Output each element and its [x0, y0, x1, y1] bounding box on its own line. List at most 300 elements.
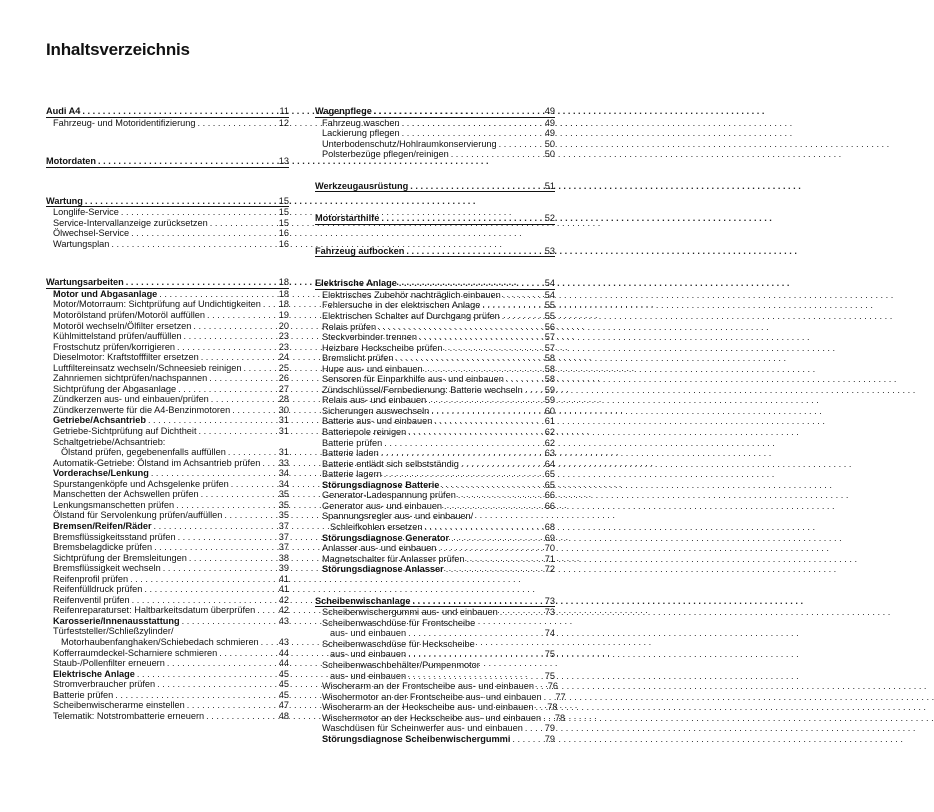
- dot-leader: [230, 405, 275, 416]
- toc-page-number: 30: [278, 404, 289, 415]
- toc-entry[interactable]: [315, 543, 555, 554]
- dot-leader: [500, 311, 541, 322]
- toc-entry[interactable]: [315, 406, 555, 417]
- toc-section: [315, 213, 555, 225]
- toc-page-number: 58: [544, 363, 555, 374]
- toc-entry[interactable]: [315, 469, 555, 480]
- toc-page-number: 72: [544, 564, 555, 575]
- toc-page-number: 64: [544, 458, 555, 469]
- toc-entry-title: Wartungsplan: [53, 238, 110, 249]
- toc-entry[interactable]: [315, 139, 555, 150]
- toc-page-number: 50: [544, 138, 555, 149]
- toc-page-number: 49: [544, 128, 555, 139]
- toc-entry-title: Scheibenwischerarme einstellen: [53, 700, 185, 711]
- toc-entry-title: Karosserie/Innenausstattung: [53, 615, 180, 626]
- toc-section: [46, 156, 289, 168]
- dot-leader: [417, 332, 541, 343]
- toc-page-number: 78: [547, 702, 558, 713]
- toc-entry-title: Zündkerzenwerte für die A4-Benzinmotoren: [53, 404, 231, 415]
- toc-entry-title: Batteriepole reinigen: [322, 427, 407, 438]
- toc-entry[interactable]: [315, 438, 555, 449]
- toc-entry[interactable]: [46, 637, 289, 648]
- dot-leader: [180, 616, 275, 627]
- toc-entry[interactable]: [315, 691, 566, 703]
- toc-entry[interactable]: [315, 712, 566, 724]
- dot-leader: [205, 310, 275, 321]
- dot-leader: [501, 290, 541, 301]
- toc-entry-title: Relais prüfen: [322, 321, 377, 332]
- toc-entry-title: Wischerarm an der Frontscheibe aus- und einbauen: [322, 681, 534, 692]
- dot-leader: [255, 605, 275, 616]
- toc-entry-title: Wagenpflege: [315, 106, 372, 116]
- toc-entry-title: Wischermotor an der Frontscheibe aus- und einbauen: [322, 691, 542, 702]
- dot-leader: [510, 734, 541, 745]
- toc-page-number: 69: [544, 532, 555, 543]
- toc-page-number: 74: [544, 628, 555, 639]
- toc-entry-title: Hupe aus- und einbauen: [322, 363, 423, 374]
- toc-entry[interactable]: [315, 395, 555, 406]
- toc-entry[interactable]: [315, 501, 555, 512]
- dot-leader: [149, 468, 275, 479]
- toc-entry[interactable]: [46, 363, 289, 374]
- toc-entry[interactable]: [46, 489, 289, 500]
- toc-entry-title: Bremsflüssigkeitsstand prüfen: [53, 531, 176, 542]
- toc-page-number: 37: [278, 531, 289, 542]
- toc-entry[interactable]: [315, 490, 555, 501]
- toc-page-number: 19: [278, 310, 289, 321]
- dot-leader: [260, 458, 275, 469]
- toc-page-number: 34: [278, 478, 289, 489]
- toc-entry-title: Bremsbelagdicke prüfen: [53, 542, 153, 553]
- toc-entry-title: Wischerarm an der Heckscheibe aus- und einbauen: [322, 702, 534, 713]
- dot-leader: [152, 542, 275, 553]
- toc-entry[interactable]: [46, 299, 289, 310]
- toc-entry-title: Motorstarthilfe: [315, 213, 380, 224]
- toc-page-number: 27: [278, 383, 289, 394]
- toc-entry-title: Staub-/Pollenfilter erneuern: [53, 658, 165, 669]
- dot-leader: [497, 139, 541, 150]
- toc-page-number: 15: [278, 207, 289, 218]
- toc-page-number: 55: [544, 300, 555, 311]
- toc-entry-title: Dieselmotor: Kraftstofffilter ersetzen: [53, 352, 199, 363]
- dot-leader: [406, 427, 541, 438]
- toc-entry[interactable]: [315, 607, 555, 618]
- toc-entry-title: Schaltgetriebe/Achsantrieb:: [53, 436, 166, 447]
- toc-entry[interactable]: [46, 321, 289, 332]
- dot-leader: [406, 628, 541, 639]
- dot-leader: [155, 679, 275, 690]
- dot-leader: [436, 543, 541, 554]
- toc-left-column: [46, 106, 289, 721]
- toc-entry[interactable]: [315, 290, 555, 301]
- toc-entry-title: Longlife-Service: [53, 207, 119, 218]
- toc-entry[interactable]: [46, 310, 289, 321]
- toc-entry[interactable]: [315, 564, 555, 575]
- toc-page-number: 34: [278, 468, 289, 479]
- toc-section-heading[interactable]: [46, 277, 289, 289]
- section-gap: [46, 249, 289, 277]
- toc-page-number: 41: [278, 584, 289, 595]
- toc-page-number: 15: [278, 195, 289, 206]
- toc-entry-title: Fahrzeug waschen: [322, 117, 400, 128]
- toc-entry[interactable]: [315, 448, 555, 459]
- toc-page-number: 23: [278, 331, 289, 342]
- toc-entry-title: Motordaten: [46, 156, 97, 167]
- dot-leader: [217, 648, 275, 659]
- dot-leader: [83, 196, 275, 207]
- toc-page-number: 57: [544, 332, 555, 343]
- toc-page-number: 13: [278, 156, 289, 167]
- toc-entry[interactable]: [46, 679, 289, 690]
- dot-leader: [176, 532, 275, 543]
- toc-section-heading[interactable]: [315, 181, 555, 193]
- toc-page-number: 55: [544, 311, 555, 322]
- toc-entry-title: Generator aus- und einbauen: [322, 500, 443, 511]
- toc-entry[interactable]: [315, 734, 555, 745]
- toc-entry[interactable]: [46, 207, 289, 218]
- toc-entry-title: Zündkerzen aus- und einbauen/prüfen: [53, 394, 209, 405]
- toc-page-number: 61: [544, 416, 555, 427]
- toc-page-number: 18: [278, 299, 289, 310]
- toc-page-number: 79: [544, 723, 555, 734]
- dot-leader: [449, 149, 541, 160]
- toc-entry[interactable]: [46, 405, 289, 416]
- toc-entry[interactable]: [46, 658, 289, 669]
- toc-entry-title: Motorhaubenfanghaken/Schiebedach schmieren: [61, 636, 259, 647]
- toc-page-number: 50: [544, 149, 555, 160]
- toc-entry[interactable]: [46, 289, 289, 300]
- toc-page-number: 79: [544, 733, 555, 744]
- toc-entry-title: Batterie prüfen: [322, 437, 383, 448]
- toc-page-number: 44: [278, 658, 289, 669]
- dot-leader: [406, 671, 541, 682]
- toc-entry-title: aus- und einbauen: [330, 628, 407, 639]
- toc-entry[interactable]: [46, 532, 289, 543]
- toc-entry-title: Sichtprüfung der Bremsleitungen: [53, 552, 187, 563]
- toc-entry[interactable]: [315, 364, 555, 375]
- toc-entry-title: Störungsdiagnose Batterie: [322, 479, 440, 490]
- dot-leader: [372, 106, 541, 117]
- toc-page-number: 49: [544, 106, 555, 116]
- toc-entry[interactable]: [315, 385, 555, 396]
- toc-entry-title: Reifenfülldruck prüfen: [53, 584, 143, 595]
- toc-entry-title: Türfeststeller/Schließzylinder/: [53, 626, 174, 637]
- toc-entry-title: Elektrische Anlage: [53, 668, 135, 679]
- toc-page-number: 31: [278, 426, 289, 437]
- toc-entry-title: Scheibenwischanlage: [315, 595, 411, 606]
- toc-entry[interactable]: [46, 690, 289, 701]
- toc-section-heading[interactable]: [46, 156, 289, 168]
- toc-entry[interactable]: [315, 511, 555, 522]
- toc-section-heading[interactable]: [315, 106, 555, 118]
- dot-leader: [379, 213, 541, 224]
- section-gap: [315, 225, 555, 246]
- toc-entry-title: Zahnriemen sichtprüfen/nachspannen: [53, 373, 208, 384]
- toc-entry-title: Elektrisches Zubehör nachträglich einbauen: [322, 289, 501, 300]
- toc-page-number: 57: [544, 342, 555, 353]
- toc-page-number: 43: [278, 636, 289, 647]
- toc-entry[interactable]: [315, 149, 555, 160]
- toc-page-number: 42: [278, 605, 289, 616]
- toc-page-number: 24: [278, 352, 289, 363]
- toc-entry-title: aus- und einbauen: [330, 670, 407, 681]
- toc-entry[interactable]: [315, 459, 555, 470]
- dot-leader: [533, 702, 543, 713]
- toc-page-number: 44: [278, 647, 289, 658]
- toc-section-heading[interactable]: [46, 196, 289, 208]
- toc-entry[interactable]: [46, 458, 289, 469]
- toc-entry-title: Wartungsarbeiten: [46, 277, 124, 288]
- dot-leader: [222, 510, 275, 521]
- dot-leader: [449, 533, 541, 544]
- dot-leader: [376, 322, 541, 333]
- section-gap: [315, 575, 555, 596]
- toc-page-number: 38: [278, 552, 289, 563]
- dot-leader: [142, 584, 275, 595]
- toc-entry[interactable]: [46, 521, 289, 532]
- toc-entry-title: Waschdüsen für Scheinwerfer aus- und einbauen: [322, 723, 523, 734]
- toc-page-number: 33: [278, 457, 289, 468]
- toc-entry[interactable]: [46, 626, 289, 637]
- toc-entry[interactable]: [315, 660, 555, 671]
- dot-leader: [429, 406, 541, 417]
- toc-page-number: 41: [278, 573, 289, 584]
- toc-entry-title: Anlasser aus- und einbauen: [322, 543, 437, 554]
- toc-entry-title: Fahrzeug aufbocken: [315, 245, 405, 256]
- toc-entry[interactable]: [46, 669, 289, 680]
- toc-page-number: 70: [544, 543, 555, 554]
- toc-page-number: 59: [544, 395, 555, 406]
- toc-entry[interactable]: [46, 510, 289, 521]
- toc-entry[interactable]: [46, 447, 289, 458]
- toc-entry[interactable]: [46, 342, 289, 353]
- toc-entry[interactable]: [315, 639, 555, 650]
- toc-page-number: 75: [544, 670, 555, 681]
- toc-page-number: 58: [544, 374, 555, 385]
- toc-right-column: [315, 106, 566, 744]
- dot-leader: [408, 181, 541, 192]
- toc-entry-title: Ölstand für Servolenkung prüfen/auffüllen: [53, 510, 223, 521]
- toc-entry-title: Getriebe/Achsantrieb: [53, 415, 146, 426]
- dot-leader: [456, 490, 541, 501]
- toc-entry[interactable]: [315, 702, 558, 713]
- toc-entry[interactable]: [315, 427, 555, 438]
- dot-leader: [439, 480, 541, 491]
- toc-entry[interactable]: [46, 553, 289, 564]
- dot-leader: [406, 649, 541, 660]
- toc-page-number: 76: [547, 681, 558, 692]
- toc-entry-title: Heizbare Heckscheibe prüfen: [322, 342, 443, 353]
- toc-page-number: 58: [544, 353, 555, 364]
- toc-page-number: 43: [278, 615, 289, 626]
- toc-page-number: 54: [544, 278, 555, 289]
- toc-entry-title: Batterie aus- und einbauen: [322, 416, 433, 427]
- dot-leader: [146, 415, 275, 426]
- toc-section: [46, 277, 289, 721]
- toc-entry[interactable]: [46, 563, 289, 574]
- dot-leader: [197, 426, 275, 437]
- toc-entry[interactable]: [315, 300, 555, 311]
- toc-section-heading[interactable]: [315, 278, 555, 290]
- toc-page-number: 51: [544, 180, 555, 191]
- toc-entry-title: Reifenprofil prüfen: [53, 573, 129, 584]
- toc-entry[interactable]: [315, 374, 555, 385]
- toc-entry[interactable]: [315, 628, 555, 639]
- toc-entry-title: Motoröl wechseln/Ölfilter ersetzen: [53, 320, 192, 331]
- toc-entry[interactable]: [315, 416, 555, 427]
- toc-entry-title: Reifenventil prüfen: [53, 594, 130, 605]
- toc-page-number: 65: [544, 469, 555, 480]
- toc-section: [46, 106, 289, 128]
- toc-entry-title: Generator-Ladespannung prüfen: [322, 490, 456, 501]
- toc-entry[interactable]: [46, 118, 289, 129]
- toc-entry[interactable]: [315, 723, 555, 734]
- toc-entry-title: Sichtprüfung der Abgasanlage: [53, 383, 177, 394]
- toc-entry[interactable]: [46, 479, 289, 490]
- toc-entry[interactable]: [46, 437, 289, 448]
- toc-entry[interactable]: [315, 618, 555, 629]
- toc-entry[interactable]: [46, 595, 289, 606]
- toc-entry[interactable]: [46, 574, 289, 585]
- toc-entry[interactable]: [46, 648, 289, 659]
- toc-entry[interactable]: [46, 542, 289, 553]
- toc-entry-title: Werkzeugausrüstung: [315, 180, 409, 191]
- dot-leader: [165, 658, 275, 669]
- toc-page-number: 73: [544, 595, 555, 606]
- toc-entry[interactable]: [46, 468, 289, 479]
- toc-entry[interactable]: [315, 480, 555, 491]
- dot-leader: [204, 711, 275, 722]
- toc-page-number: 35: [278, 510, 289, 521]
- dot-leader: [382, 469, 541, 480]
- toc-entry-title: Motorölstand prüfen/Motoröl auffüllen: [53, 310, 206, 321]
- toc-entry[interactable]: [46, 228, 289, 239]
- toc-entry-title: Batterie laden: [322, 448, 379, 459]
- toc-page-number: 66: [544, 500, 555, 511]
- toc-entry-title: Spannungsregler aus- und einbauen/: [322, 511, 474, 522]
- dot-leader: [135, 669, 275, 680]
- page-title: Inhaltsverzeichnis: [46, 40, 190, 59]
- toc-entry-title: Störungsdiagnose Anlasser: [322, 564, 444, 575]
- toc-entry[interactable]: [315, 554, 555, 565]
- dot-leader: [432, 416, 541, 427]
- toc-section: [46, 196, 289, 250]
- toc-entry[interactable]: [315, 118, 555, 129]
- dot-leader: [542, 692, 552, 703]
- dot-leader: [422, 522, 541, 533]
- toc-entry-title: Telematik: Notstrombatterie erneuern: [53, 710, 205, 721]
- toc-page-number: 35: [278, 499, 289, 510]
- toc-entry-title: Wischermotor an der Heckscheibe aus- und einbauen: [322, 712, 542, 723]
- toc-entry-title: Motor/Motorraum: Sichtprüfung auf Undichtigkeiten: [53, 299, 261, 310]
- toc-entry-title: Kofferraumdeckel-Scharniere schmieren: [53, 647, 218, 658]
- toc-section: [315, 278, 555, 574]
- toc-entry[interactable]: [46, 426, 289, 437]
- toc-entry-title: Reifenreparaturset: Haltbarkeitsdatum überprüfen: [53, 605, 256, 616]
- section-gap: [315, 257, 555, 278]
- toc-section-heading[interactable]: [315, 596, 555, 608]
- toc-entry[interactable]: [315, 649, 555, 660]
- dot-leader: [195, 118, 275, 129]
- toc-entry[interactable]: [46, 373, 289, 384]
- dot-leader: [96, 156, 275, 167]
- toc-entry[interactable]: [46, 584, 289, 595]
- toc-entry[interactable]: [46, 239, 289, 250]
- dot-leader: [191, 321, 275, 332]
- toc-entry-title: Batterie lagern: [322, 469, 382, 480]
- toc-entry-title: Batterie entlädt sich selbstständig: [322, 458, 459, 469]
- toc-section-heading[interactable]: [315, 246, 555, 258]
- toc-page-number: 45: [278, 689, 289, 700]
- toc-page-number: 28: [278, 394, 289, 405]
- toc-entry[interactable]: [315, 522, 555, 533]
- toc-page-number: 68: [544, 521, 555, 532]
- toc-page-number: 37: [278, 542, 289, 553]
- toc-entry[interactable]: [315, 353, 555, 364]
- dot-leader: [175, 342, 275, 353]
- toc-entry[interactable]: [46, 352, 289, 363]
- toc-section-heading[interactable]: [315, 213, 555, 225]
- dot-leader: [185, 700, 275, 711]
- dot-leader: [382, 438, 541, 449]
- toc-page-number: 11: [279, 106, 289, 116]
- toc-entry[interactable]: [315, 332, 555, 343]
- dot-leader: [157, 289, 275, 300]
- toc-entry[interactable]: [315, 343, 555, 354]
- toc-entry-title: Scheibenwischergummi aus- und einbauen: [322, 607, 498, 618]
- toc-entry[interactable]: [315, 671, 555, 682]
- toc-entry[interactable]: [46, 700, 289, 711]
- toc-entry[interactable]: [315, 533, 555, 544]
- toc-page-number: 78: [554, 712, 566, 723]
- dot-leader: [443, 343, 541, 354]
- toc-entry-title: Elektrische Anlage: [315, 278, 397, 289]
- toc-page-number: 47: [278, 700, 289, 711]
- toc-entry-title: Bremsflüssigkeit wechseln: [53, 563, 161, 574]
- toc-section: [315, 106, 555, 160]
- dot-leader: [208, 218, 275, 229]
- toc-entry[interactable]: [315, 128, 555, 139]
- toc-entry-title: Batterie prüfen: [53, 689, 114, 700]
- toc-entry[interactable]: [315, 322, 555, 333]
- toc-section-heading[interactable]: [46, 106, 289, 118]
- toc-entry-title: Zündschlüssel/Fernbedienung: Batterie wechseln: [322, 384, 523, 395]
- dot-leader: [523, 385, 541, 396]
- toc-entry[interactable]: [46, 415, 289, 426]
- toc-entry[interactable]: [315, 311, 555, 322]
- toc-entry-title: Service-Intervallanzeige zurücksetzen: [53, 217, 208, 228]
- toc-entry-title: Scheibenwaschdüse für Heckscheibe: [322, 638, 475, 649]
- toc-entry[interactable]: [46, 394, 289, 405]
- dot-leader: [480, 300, 541, 311]
- toc-entry-title: Polsterbezüge pflegen/reinigen: [322, 149, 449, 160]
- toc-entry-title: Elektrischen Schalter auf Durchgang prüfen: [322, 311, 500, 322]
- toc-page-number: 52: [544, 213, 555, 224]
- toc-entry[interactable]: [46, 711, 289, 722]
- toc-page-number: 26: [278, 373, 289, 384]
- toc-entry[interactable]: [46, 331, 289, 342]
- toc-entry[interactable]: [46, 616, 289, 627]
- toc-entry-title: Sensoren für Einparkhilfe aus- und einbauen: [322, 374, 504, 385]
- toc-entry[interactable]: [46, 500, 289, 511]
- toc-entry-title: Steckverbinder trennen: [322, 332, 417, 343]
- toc-entry-title: Manschetten der Achswellen prüfen: [53, 489, 199, 500]
- toc-entry[interactable]: [46, 384, 289, 395]
- toc-entry[interactable]: [46, 605, 289, 616]
- toc-entry[interactable]: [46, 218, 289, 229]
- toc-entry[interactable]: [315, 681, 558, 692]
- toc-page-number: 49: [544, 117, 555, 128]
